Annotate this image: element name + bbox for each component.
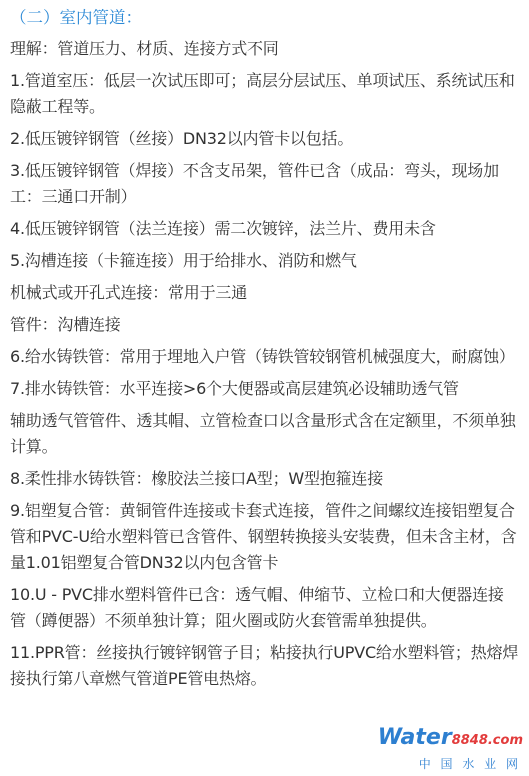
- paragraph-item-8: 8.柔性排水铸铁管：橡胶法兰接口A型；W型抱箍连接: [10, 469, 384, 488]
- watermark-brand-domain: 8848.com: [451, 733, 523, 748]
- paragraph-item-6: 6.给水铸铁管：常用于埋地入户管（铸铁管较钢管机械强度大，耐腐蚀）: [10, 347, 515, 366]
- paragraph-understanding: 理解：管道压力、材质、连接方式不同: [10, 39, 279, 58]
- paragraph-mechanical-connection: 机械式或开孔式连接：常用于三通: [10, 283, 248, 302]
- paragraph-item-9: 9.铝塑复合管：黄铜管件连接或卡套式连接，管件之间螺纹连接铝塑复合管和PVC-U给水塑料管已含管件、钢塑转换接头安装费，但未含主材，含量1.01铝塑复合管DN32以内包含管卡: [10, 501, 517, 572]
- paragraph-item-3: 3.低压镀锌钢管（焊接）不含支吊架，管件已含（成品：弯头，现场加工：三通口开制）: [10, 161, 499, 206]
- watermark-brand-text: Water: [377, 725, 452, 750]
- watermark-subtitle: 中 国 水 业 网: [418, 757, 521, 771]
- paragraph-item-4: 4.低压镀锌钢管（法兰连接）需二次镀锌，法兰片、费用未含: [10, 219, 436, 238]
- paragraph-fittings: 管件：沟槽连接: [10, 315, 121, 334]
- paragraph-item-10: 10.U - PVC排水塑料管件已含：透气帽、伸缩节、立检口和大便器连接管（蹲便器）不须单独计算；阻火圈或防火套管需单独提供。: [10, 585, 504, 630]
- paragraph-item-5: 5.沟槽连接（卡箍连接）用于给排水、消防和燃气: [10, 251, 357, 270]
- paragraph-item-11: 11.PPR管：丝接执行镀锌钢管子目；粘接执行UPVC给水塑料管；热熔焊接执行第八章燃气管道PE管电热熔。: [10, 643, 519, 688]
- paragraph-item-1: 1.管道室压：低层一次试压即可；高层分层试压、单项试压、系统试压和隐蔽工程等。: [10, 71, 515, 116]
- section-heading: （二）室内管道：: [10, 8, 142, 27]
- paragraph-item-7: 7.排水铸铁管：水平连接>6个大便器或高层建筑必设辅助透气管: [10, 379, 459, 398]
- paragraph-item-2: 2.低压镀锌钢管（丝接）DN32以内管卡以包括。: [10, 129, 354, 148]
- paragraph-vent-fittings: 辅助透气管管件、透其帽、立管检查口以含量形式含在定额里，不须单独计算。: [10, 411, 516, 456]
